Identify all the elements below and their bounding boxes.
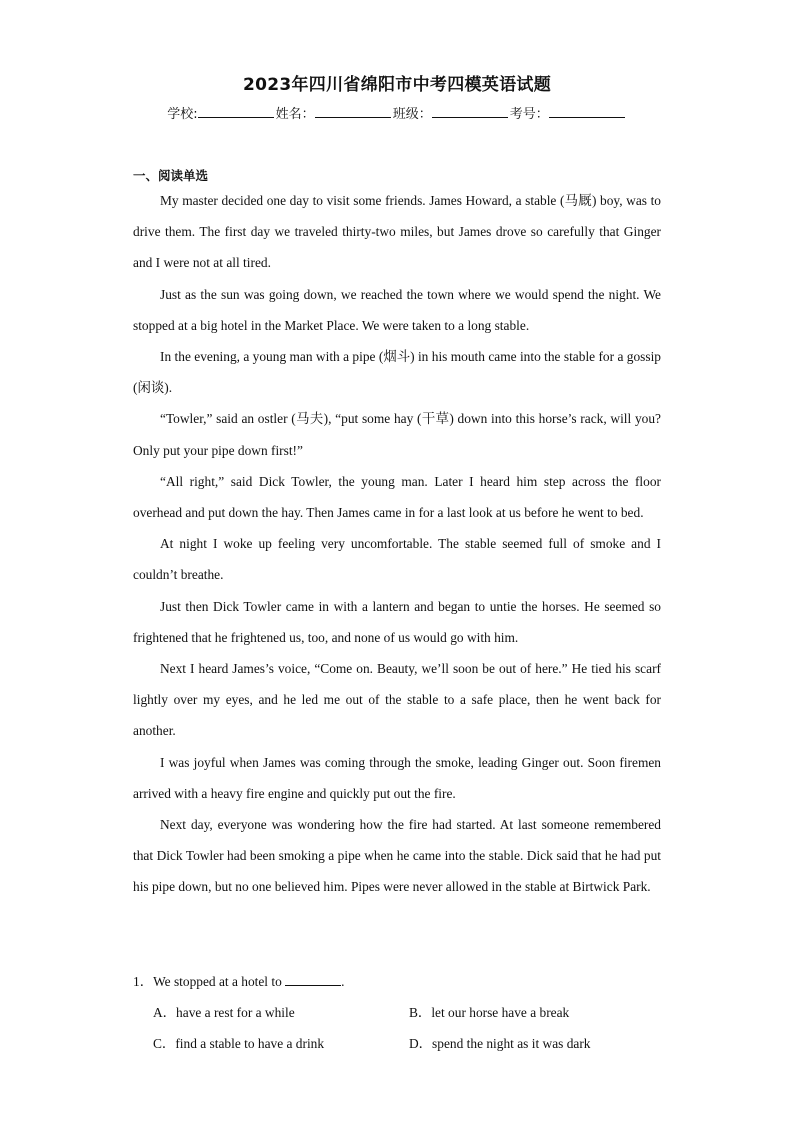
- class-blank[interactable]: [432, 105, 508, 118]
- school-blank[interactable]: [198, 105, 274, 118]
- paragraph: Next day, everyone was wondering how the fire had started. At last someone remembered that Dick Towler had been smoking a pipe when he came into the stable. Dick said that he had put his pipe down, but no one believed him. Pipes were never allowed in the stable at Birtwick Park.: [133, 817, 661, 895]
- question-text-end: .: [341, 974, 345, 989]
- option-c[interactable]: C．find a stable to have a drink: [153, 1036, 325, 1051]
- number-blank[interactable]: [549, 105, 625, 118]
- question-stem: [133, 966, 661, 997]
- answer-blank[interactable]: [285, 973, 341, 986]
- question-number: 1．: [133, 974, 154, 989]
- paragraph: At night I woke up feeling very uncomfortable. The stable seemed full of smoke and I couldn’t breathe.: [133, 536, 661, 583]
- class-label: 班级：: [392, 107, 432, 122]
- school-label: 学校:: [167, 107, 198, 122]
- paragraph: “Towler,” said an ostler (马夫), “put some hay (干草) down into this horse’s rack, will you? Only put your pipe down first!”: [133, 411, 661, 458]
- option-a[interactable]: A．have a rest for a while: [153, 1005, 295, 1020]
- paragraph: Just as the sun was going down, we reached the town where we would spend the night. We stopped at a big hotel in the Market Place. We were taken to a long stable.: [133, 286, 661, 333]
- student-info-line: [0, 103, 794, 122]
- question-1: [133, 966, 661, 1051]
- paragraph: I was joyful when James was coming through the smoke, leading Ginger out. Soon firemen arrived with a heavy fire engine and quickly put out the fire.: [133, 754, 661, 801]
- name-label: 姓名：: [275, 107, 315, 122]
- paragraph: In the evening, a young man with a pipe (烟斗) in his mouth came into the stable for a gossip (闲谈).: [133, 349, 661, 396]
- paragraph: Just then Dick Towler came in with a lantern and began to untie the horses. He seemed so frightened that he frightened us, too, and none of us would go with him.: [133, 598, 661, 645]
- paragraph: “All right,” said Dick Towler, the young man. Later I heard him step across the floor overhead and put down the hay. Then James came in for a last look at us before he went to bed.: [133, 473, 661, 521]
- option-b[interactable]: B．let our horse have a break: [409, 1005, 570, 1020]
- question-text: We stopped at a hotel to: [153, 974, 286, 989]
- number-label: 考号：: [509, 107, 549, 122]
- reading-passage: [133, 185, 661, 903]
- paragraph: Next I heard James’s voice, “Come on. Beauty, we’ll soon be out of here.” He tied his scarf lightly over my eyes, and he led me out of the stable to a safe place, then he went back for another.: [133, 661, 661, 739]
- section-heading: 一、阅读单选: [133, 168, 209, 183]
- page-title: 2023年四川省绵阳市中考四模英语试题: [242, 75, 551, 95]
- name-blank[interactable]: [315, 105, 391, 118]
- option-d[interactable]: D．spend the night as it was dark: [409, 1036, 591, 1051]
- paragraph: My master decided one day to visit some friends. James Howard, a stable (马厩) boy, was to drive them. The first day we traveled thirty-two miles, but James drove so carefully that Ginger and I were not at all tired.: [133, 193, 661, 271]
